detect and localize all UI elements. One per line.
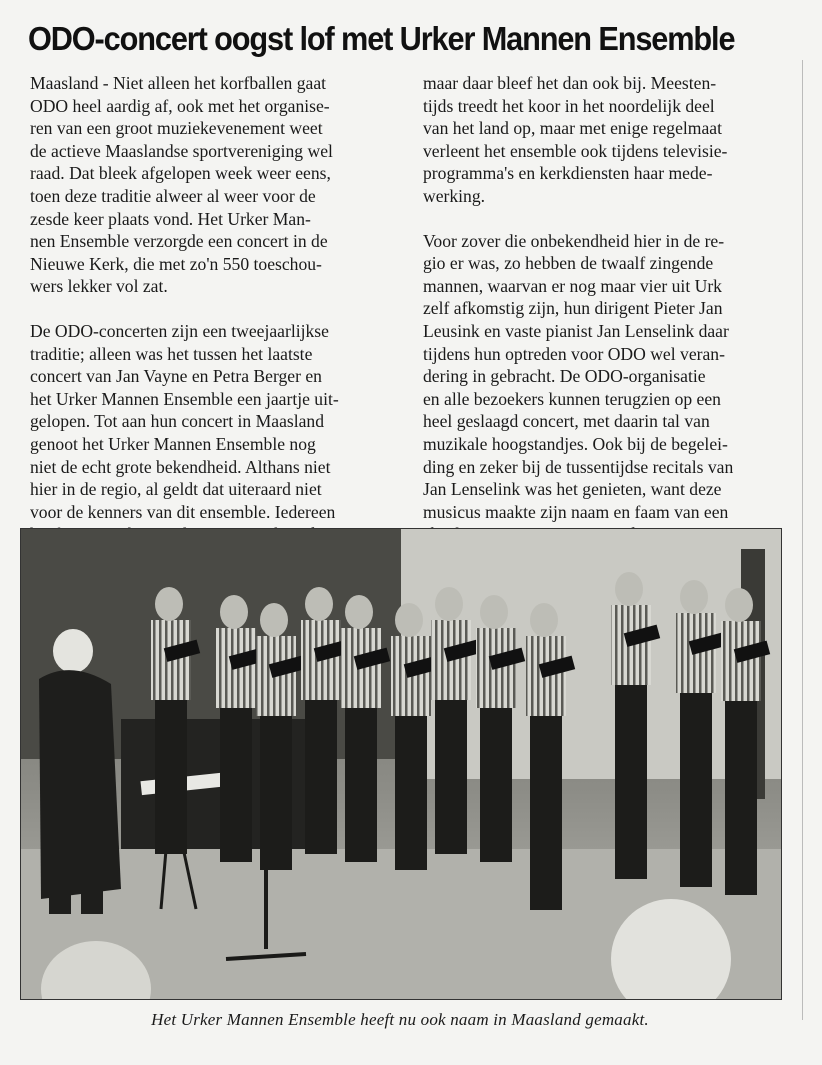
text-line: toen deze traditie alweer al weer voor de <box>30 185 316 206</box>
article-headline: ODO-concert oogst lof met Urker Mannen Ensemble <box>28 20 735 57</box>
text-line: raad. Dat bleek afgelopen week weer eens, <box>30 163 331 184</box>
text-line: en alle bezoekers kunnen terugzien op een <box>423 388 721 409</box>
text-line: gelopen. Tot aan hun concert in Maasland <box>30 411 325 432</box>
text-line: Leusink en vaste pianist Jan Lenselink daar <box>423 320 729 341</box>
text-line: dering in gebracht. De ODO-organisatie <box>423 366 706 387</box>
article-column-left <box>30 72 402 546</box>
choir-photo-illustration <box>21 529 781 999</box>
text-line: heel geslaagd concert, met daarin tal van <box>423 411 710 432</box>
paragraph <box>30 320 402 546</box>
paragraph <box>30 72 402 298</box>
column-rule <box>802 60 803 1020</box>
text-line: concert van Jan Vayne en Petra Berger en <box>30 366 322 387</box>
text-line: tijdens hun optreden voor ODO wel veran- <box>423 343 725 364</box>
text-line: wers lekker vol zat. <box>30 276 168 297</box>
text-line: Jan Lenselink was het genieten, want deze <box>423 479 722 500</box>
paragraph <box>423 72 785 208</box>
text-line: ODO heel aardig af, ook met het organise- <box>30 95 330 116</box>
text-line: Maasland - Niet alleen het korfballen gaat <box>30 73 327 93</box>
text-line: werking. <box>423 185 486 206</box>
text-line: De ODO-concerten zijn een tweejaarlijkse <box>30 320 329 341</box>
text-line: Voor zover die onbekendheid hier in de re- <box>423 230 725 251</box>
text-line: musicus maakte zijn naam en faam van een <box>423 501 729 522</box>
article-photo <box>20 528 782 1000</box>
text-line: het Urker Mannen Ensemble een jaartje uit- <box>30 388 339 409</box>
paragraph <box>423 230 785 546</box>
text-line: tijds treedt het koor in het noordelijk deel <box>423 95 715 116</box>
text-line: zelf afkomstig zijn, hun dirigent Pieter Jan <box>423 298 723 319</box>
text-line: mannen, waarvan er nog maar vier uit Urk <box>423 275 722 296</box>
text-line: voor de kenners van dit ensemble. Iedereen <box>30 501 336 522</box>
text-line: muzikale hoogstandjes. Ook bij de begelei- <box>423 433 728 454</box>
text-line: genoot het Urker Mannen Ensemble nog <box>30 433 316 454</box>
text-line: gio er was, zo hebben de twaalf zingende <box>423 253 714 274</box>
photo-caption: Het Urker Mannen Ensemble heeft nu ook naam in Maasland gemaakt. <box>151 1010 649 1029</box>
text-line: niet de echt grote bekendheid. Althans niet <box>30 456 331 477</box>
text-line: nen Ensemble verzorgde een concert in de <box>30 231 328 252</box>
text-line: Nieuwe Kerk, die met zo'n 550 toeschou- <box>30 253 322 274</box>
text-line: maar daar bleef het dan ook bij. Meesten- <box>423 73 717 93</box>
text-line: verleent het ensemble ook tijdens televisie- <box>423 140 728 161</box>
text-line: zesde keer plaats vond. Het Urker Man- <box>30 208 311 229</box>
text-line: programma's en kerkdiensten haar mede- <box>423 163 713 184</box>
text-line: van het land op, maar met enige regelmaat <box>423 118 722 139</box>
text-line: ding en zeker bij de tussentijdse recitals van <box>423 456 734 477</box>
text-line: ren van een groot muziekevenement weet <box>30 118 323 139</box>
text-line: hier in de regio, al geldt dat uiteraard niet <box>30 479 322 500</box>
text-line: de actieve Maaslandse sportvereniging wel <box>30 140 333 161</box>
text-line: traditie; alleen was het tussen het laatste <box>30 343 313 364</box>
article-column-right <box>423 72 785 546</box>
